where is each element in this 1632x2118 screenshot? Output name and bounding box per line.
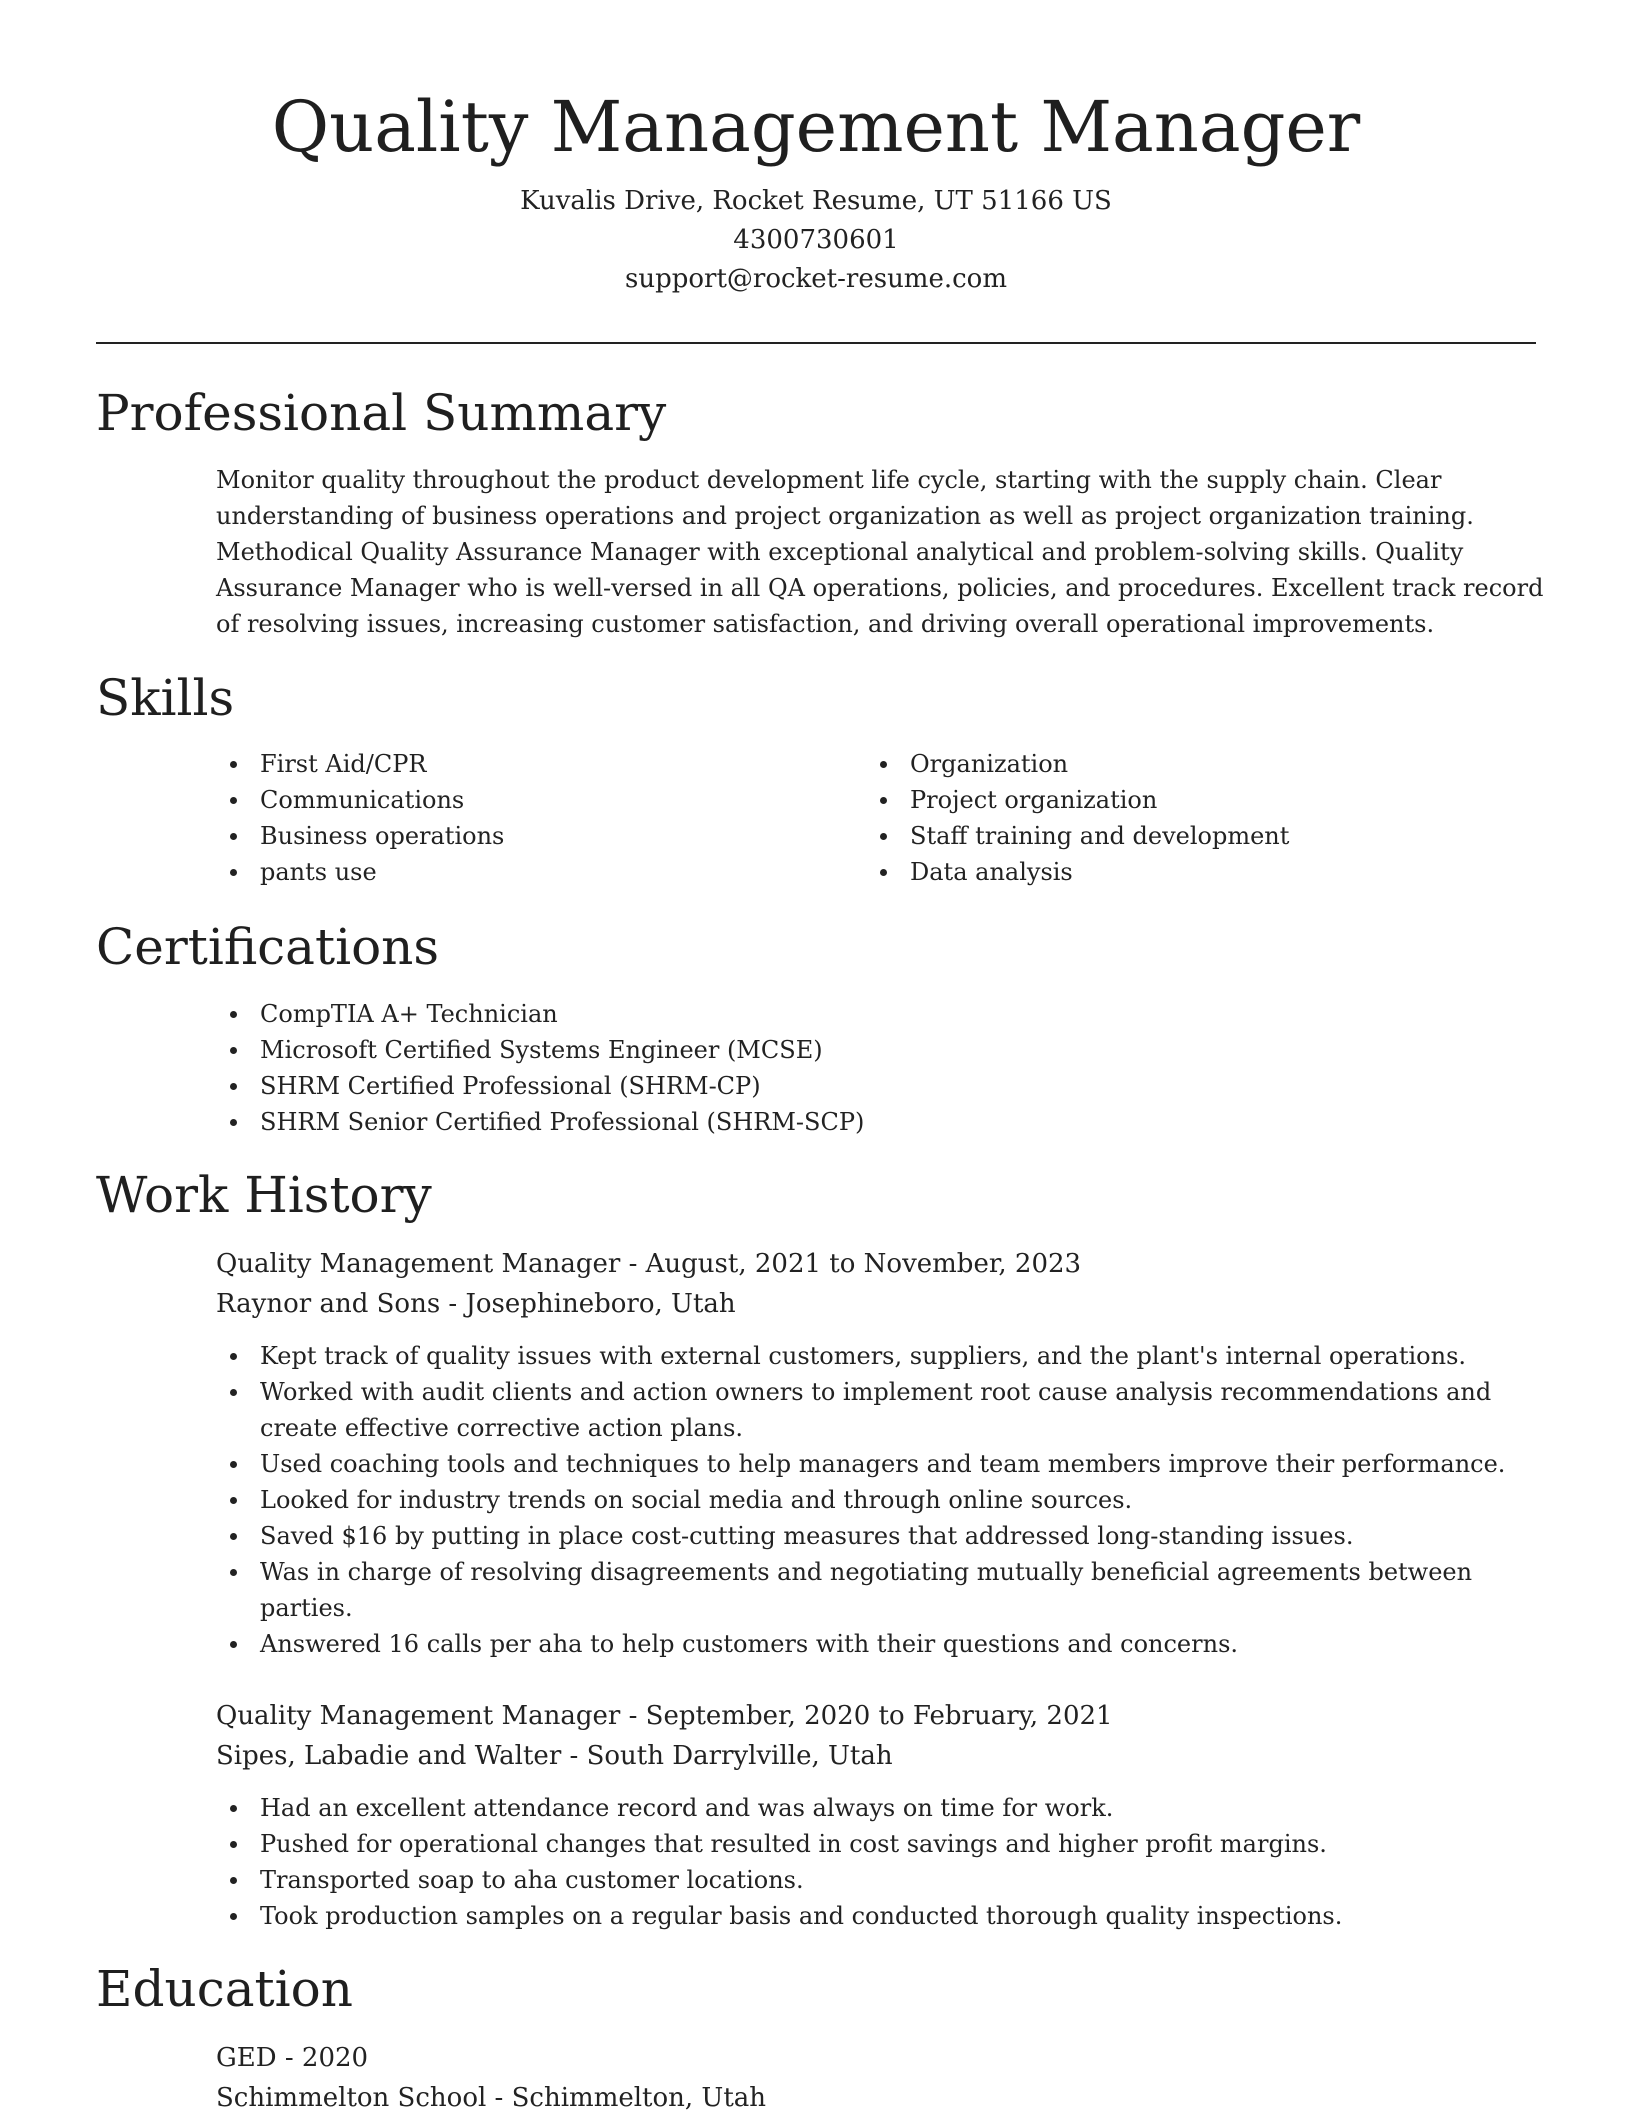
skill-item: Data analysis (866, 854, 1289, 890)
skill-item: Project organization (866, 782, 1289, 818)
education-title: Education (96, 1960, 353, 2018)
skill-item: pants use (216, 854, 504, 890)
job-heading: Quality Management Manager - August, 2021 to November, 2023 (216, 1249, 1082, 1279)
education-degree: GED - 2020 (216, 2043, 369, 2073)
skill-item: First Aid/CPR (216, 746, 504, 782)
summary-text: Monitor quality throughout the product development life cycle, starting with the supply chain. Clear understanding of business operations and project organization as well as project organization training. Methodical Quality Assurance Manager with exceptional analytical and problem-solving skills. Quality Assurance Manager who is well-versed in all QA operations, policies, and procedures. Excellent track record of resolving issues, increasing customer satisfaction, and driving overall operational improvements. (216, 466, 1544, 638)
job-bullets (216, 1338, 1516, 1662)
contact-address: Kuvalis Drive, Rocket Resume, UT 51166 US (520, 186, 1112, 216)
skills-title: Skills (96, 669, 235, 727)
job-bullet: Pushed for operational changes that resulted in cost savings and higher profit margins. (216, 1826, 1516, 1862)
skill-item: Staff training and development (866, 818, 1289, 854)
header-divider (96, 342, 1536, 344)
job-bullet: Kept track of quality issues with external customers, suppliers, and the plant's internal operations. (216, 1338, 1516, 1374)
work-history-title: Work History (96, 1166, 432, 1224)
job-bullet: Saved $16 by putting in place cost-cutting measures that addressed long-standing issues. (216, 1518, 1516, 1554)
job-bullet: Was in charge of resolving disagreements and negotiating mutually beneficial agreements between parties. (216, 1554, 1516, 1626)
certification-item: SHRM Certified Professional (SHRM-CP) (216, 1068, 864, 1104)
job-heading: Quality Management Manager - September, 2020 to February, 2021 (216, 1701, 1113, 1731)
skills-list-right (866, 746, 1289, 890)
skill-item: Organization (866, 746, 1289, 782)
contact-phone: 4300730601 (733, 225, 899, 255)
job-bullet: Answered 16 calls per aha to help customers with their questions and concerns. (216, 1626, 1516, 1662)
job-bullet: Took production samples on a regular basis and conducted thorough quality inspections. (216, 1898, 1516, 1934)
job-bullet: Worked with audit clients and action owners to implement root cause analysis recommendations and create effective corrective action plans. (216, 1374, 1516, 1446)
job-bullet: Looked for industry trends on social media and through online sources. (216, 1482, 1516, 1518)
certification-item: Microsoft Certified Systems Engineer (MCSE) (216, 1032, 864, 1068)
skills-list-left (216, 746, 504, 890)
certification-item: CompTIA A+ Technician (216, 996, 864, 1032)
education-school: Schimmelton School - Schimmelton, Utah (216, 2083, 767, 2113)
certification-item: SHRM Senior Certified Professional (SHRM-SCP) (216, 1104, 864, 1140)
summary-title: Professional Summary (96, 384, 667, 442)
job-company: Sipes, Labadie and Walter - South Darrylville, Utah (216, 1741, 893, 1771)
skill-item: Business operations (216, 818, 504, 854)
contact-info (0, 182, 1632, 299)
certifications-title: Certifications (96, 918, 440, 976)
skill-item: Communications (216, 782, 504, 818)
job-bullet: Used coaching tools and techniques to help managers and team members improve their performance. (216, 1446, 1516, 1482)
certifications-list (216, 996, 864, 1140)
candidate-name: Quality Management Manager (271, 86, 1361, 168)
contact-email: support@rocket-resume.com (624, 264, 1007, 294)
job-bullets (216, 1790, 1516, 1934)
job-company: Raynor and Sons - Josephineboro, Utah (216, 1289, 736, 1319)
job-bullet: Transported soap to aha customer locations. (216, 1862, 1516, 1898)
job-bullet: Had an excellent attendance record and was always on time for work. (216, 1790, 1516, 1826)
resume-header (0, 82, 1632, 299)
